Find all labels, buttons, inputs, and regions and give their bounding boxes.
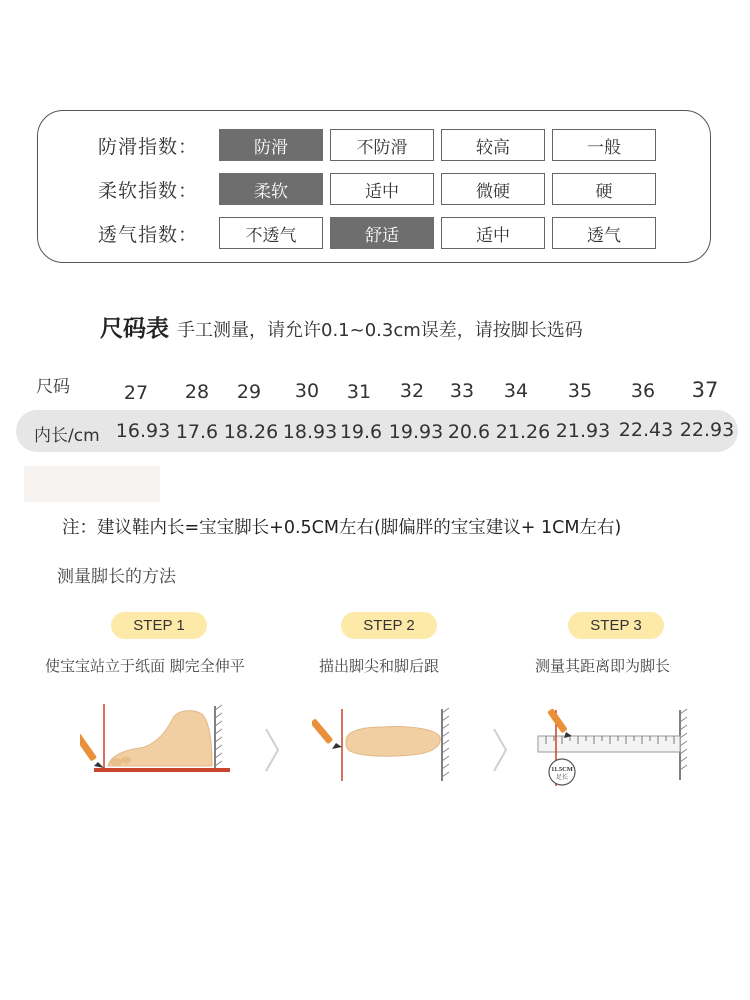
step-3-description: 测量其距离即为脚长 (535, 657, 671, 675)
step-2-description: 描出脚尖和脚后跟 (319, 657, 440, 675)
fit-note: 注：建议鞋内长=宝宝脚长+0.5CM左右(脚偏胖的宝宝建议+ 1CM左右) (62, 518, 622, 538)
inner-length-value: 18.93 (282, 421, 338, 443)
size-row-label: 尺码 (36, 377, 70, 397)
chevron-right-icon (490, 725, 510, 775)
measurement-value: 11.5CM (551, 766, 573, 773)
step-2-trace-illustration (312, 705, 462, 785)
breathability-option-2: 舒适 (330, 217, 434, 249)
size-chart-title: 尺码表 (100, 316, 169, 342)
size-value: 32 (399, 380, 425, 402)
antislip-option-4: 一般 (552, 129, 656, 161)
size-value: 28 (184, 381, 210, 403)
size-value: 35 (567, 380, 593, 402)
size-value: 31 (346, 381, 372, 403)
step-2-badge: STEP 2 (341, 612, 437, 639)
step-1-badge: STEP 1 (111, 612, 207, 639)
inner-length-value: 16.93 (115, 420, 171, 442)
breathability-option-1: 不透气 (219, 217, 323, 249)
faint-placeholder-block (24, 466, 160, 502)
inner-length-label: 内长/cm (34, 426, 100, 446)
inner-length-value: 19.93 (388, 421, 444, 443)
step-3-ruler-illustration (532, 706, 692, 796)
size-value: 36 (630, 380, 656, 402)
step-1-description: 使宝宝站立于纸面 脚完全伸平 (45, 657, 245, 675)
step-1-foot-illustration (80, 700, 240, 780)
inner-length-value: 21.26 (495, 421, 551, 443)
breathability-option-3: 适中 (441, 217, 545, 249)
size-value: 37 (691, 378, 719, 402)
antislip-option-1: 防滑 (219, 129, 323, 161)
size-value: 27 (123, 382, 149, 404)
inner-length-value: 20.6 (447, 421, 491, 443)
size-value: 29 (236, 381, 262, 403)
method-title: 测量脚长的方法 (57, 567, 176, 587)
softness-option-2: 适中 (330, 173, 434, 205)
inner-length-value: 21.93 (555, 420, 611, 442)
size-value: 30 (294, 380, 320, 402)
inner-length-value: 22.43 (618, 419, 674, 441)
inner-length-value: 18.26 (223, 421, 279, 443)
inner-length-value: 19.6 (339, 421, 383, 443)
size-chart-heading (100, 310, 583, 343)
breathability-option-4: 透气 (552, 217, 656, 249)
antislip-label: 防滑指数： (98, 135, 199, 158)
measurement-caption: 足长 (555, 774, 569, 781)
step-3-badge: STEP 3 (568, 612, 664, 639)
softness-label: 柔软指数： (98, 179, 199, 202)
size-value: 33 (449, 380, 475, 402)
softness-option-3: 微硬 (441, 173, 545, 205)
chevron-right-icon (262, 725, 282, 775)
softness-option-1: 柔软 (219, 173, 323, 205)
softness-option-4: 硬 (552, 173, 656, 205)
antislip-option-3: 较高 (441, 129, 545, 161)
size-value: 34 (503, 380, 529, 402)
antislip-option-2: 不防滑 (330, 129, 434, 161)
breathability-label: 透气指数： (98, 223, 199, 246)
inner-length-value: 17.6 (175, 421, 219, 443)
size-chart-subtitle: 手工测量，请允许0.1~0.3cm误差，请按脚长选码 (177, 320, 583, 341)
index-panel (37, 110, 711, 263)
inner-length-value: 22.93 (679, 419, 735, 441)
